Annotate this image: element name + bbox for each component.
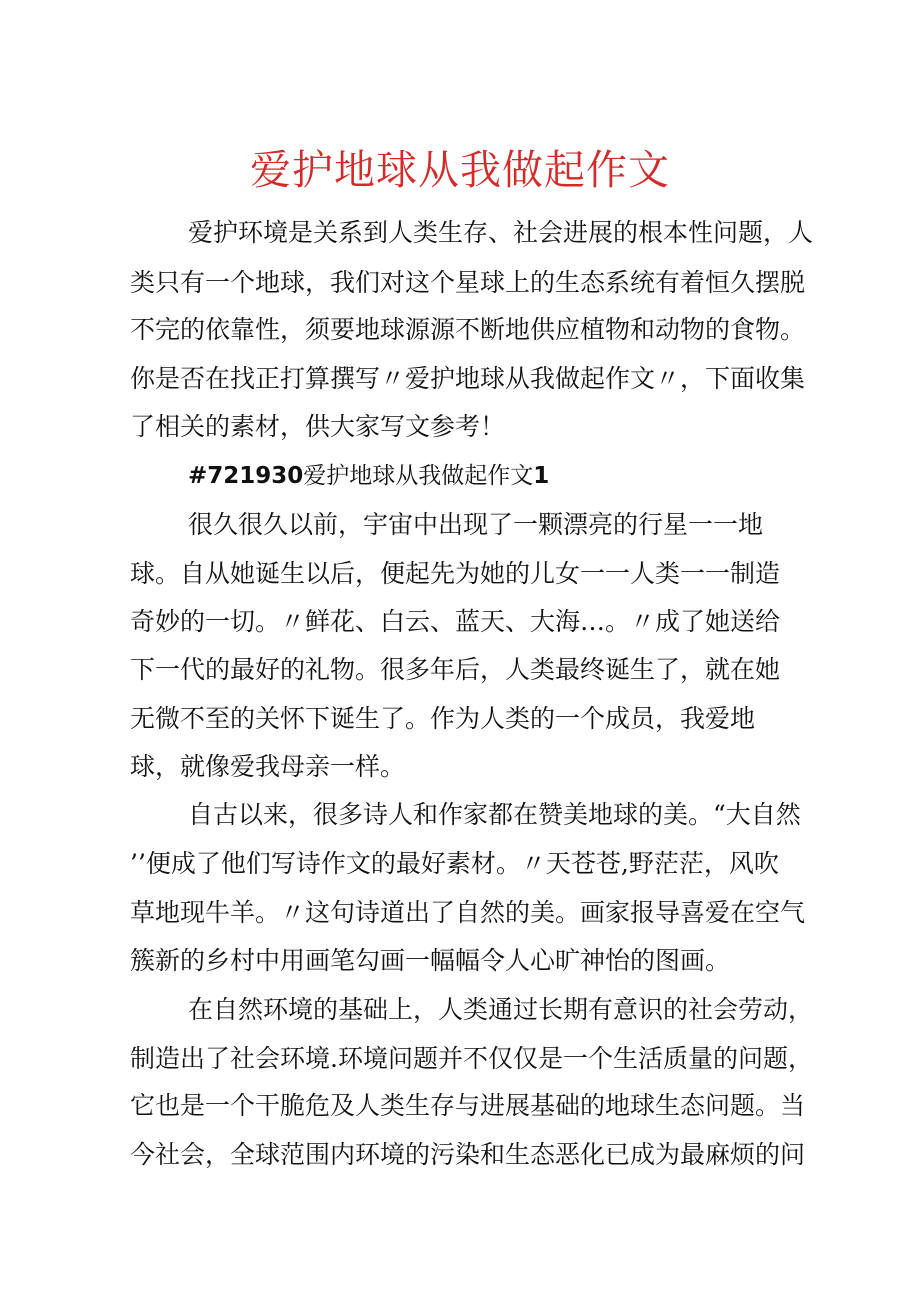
intro-line-1: 爱护环境是关系到人类生存、社会进展的根本性问题，人 xyxy=(188,218,814,247)
intro-line-4: 你是否在找正打算撰写〃爱护地球从我做起作文〃，下面收集 xyxy=(130,364,806,393)
section-heading-text: 爱护地球从我做起作文 xyxy=(303,463,534,489)
paragraph1-line-4: 下一代的最好的礼物。很多年后，人类最终诞生了，就在她 xyxy=(130,655,781,684)
section-heading-prefix: #721930 xyxy=(188,463,304,489)
intro-line-3: 不完的依靠性，须要地球源源不断地供应植物和动物的食物。 xyxy=(130,315,806,344)
paragraph1-line-3: 奇妙的一切。〃鲜花、白云、蓝天、大海…。〃成了她送给 xyxy=(130,607,781,636)
paragraph1-line-2: 球。自从她诞生以后，便起先为她的儿女一一人类一一制造 xyxy=(130,559,781,588)
paragraph2-line-2: ’’便成了他们写诗作文的最好素材。〃天苍苍,野茫茫，风吹 xyxy=(130,849,779,878)
section-heading-suffix: 1 xyxy=(533,463,550,489)
document-title: 爱护地球从我做起作文 xyxy=(250,146,670,194)
intro-line-2: 类只有一个地球，我们对这个星球上的生态系统有着恒久摆脱 xyxy=(130,268,806,297)
paragraph2-line-1: 自古以来，很多诗人和作家都在赞美地球的美。“大自然 xyxy=(188,800,801,829)
paragraph1-line-6: 球，就像爱我母亲一样。 xyxy=(130,752,406,781)
intro-line-5: 了相关的素材，供大家写文参考！ xyxy=(130,412,506,441)
paragraph1-line-5: 无微不至的关怀下诞生了。作为人类的一个成员，我爱地 xyxy=(130,704,756,733)
paragraph3-line-4: 今社会，全球范围内环境的污染和生态恶化已成为最麻烦的问 xyxy=(130,1140,806,1169)
paragraph2-line-3: 草地现牛羊。〃这句诗道出了自然的美。画家报导喜爱在空气 xyxy=(130,898,806,927)
paragraph3-line-1: 在自然环境的基础上，人类通过长期有意识的社会劳动， xyxy=(188,995,814,1024)
section-heading xyxy=(188,459,549,493)
paragraph2-line-4: 簇新的乡村中用画笔勾画一幅幅令人心旷神怡的图画。 xyxy=(130,946,731,975)
paragraph3-line-3: 它也是一个干脆危及人类生存与进展基础的地球生态问题。当 xyxy=(130,1091,806,1120)
paragraph3-line-2: 制造出了社会环境.环境问题并不仅仅是一个生活质量的问题， xyxy=(130,1044,813,1073)
paragraph1-line-1: 很久很久以前，宇宙中出现了一颗漂亮的行星一一地 xyxy=(188,510,764,539)
